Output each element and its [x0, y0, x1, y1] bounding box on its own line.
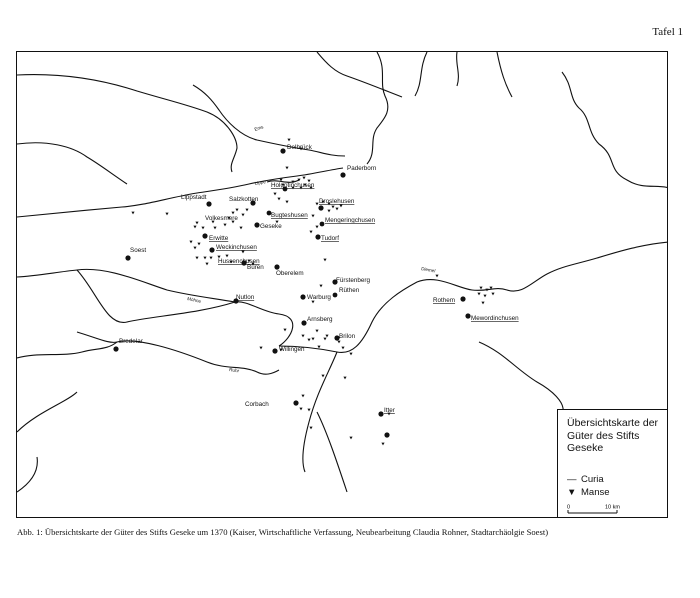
manse-marker	[309, 231, 312, 234]
scale-end-label: 10 km	[605, 504, 620, 511]
manse-marker	[193, 226, 196, 229]
manse-marker	[315, 226, 318, 229]
place-label-holgotinchusen: Holgotinchusen	[271, 182, 315, 189]
manse-marker	[309, 427, 312, 430]
place-label-corbach: Corbach	[245, 401, 269, 408]
legend-manse-row	[567, 487, 610, 498]
river-label-lippe: Lippe	[254, 179, 267, 186]
manse-marker	[241, 251, 244, 254]
curia-symbol-icon: —	[567, 474, 577, 485]
manse-marker	[193, 247, 196, 250]
manse-marker	[349, 353, 352, 356]
manse-marker	[323, 259, 326, 262]
place-label-bugteshusen: Bugteshusen	[271, 212, 308, 219]
manse-marker	[239, 227, 242, 230]
scale-bar	[567, 503, 627, 517]
manse-marker	[299, 408, 302, 411]
manse-marker	[435, 275, 438, 278]
manse-marker	[302, 177, 305, 180]
manse-marker	[317, 346, 320, 349]
place-label-oberelem: Oberelem	[276, 270, 304, 277]
place-label-geseke: Geseke	[260, 223, 282, 230]
place-label-willingen: Willingen	[279, 346, 305, 353]
manse-marker	[483, 295, 486, 298]
manse-marker	[331, 206, 334, 209]
scale-start-label: 0	[567, 504, 571, 511]
legend-curia-label: Curia	[581, 474, 604, 485]
manse-marker	[479, 287, 482, 290]
page-label: Tafel 1	[652, 26, 683, 38]
manse-marker	[285, 201, 288, 204]
figure-caption: Abb. 1: Übersichtskarte der Güter des Stifts Geseke um 1370 (Kaiser, Wirtschaftliche Verfassung, Neubearbeitung Claudia Rohner, Stadtarchäolgie Soest)	[17, 527, 549, 537]
manse-marker	[301, 335, 304, 338]
manse-marker	[273, 193, 276, 196]
place-label-salzkotten: Salzkotten	[229, 196, 259, 203]
manse-marker	[311, 338, 314, 341]
manse-marker	[285, 167, 288, 170]
manse-marker	[325, 335, 328, 338]
manse-marker	[301, 395, 304, 398]
manse-marker	[311, 301, 314, 304]
manse-marker	[319, 285, 322, 288]
manse-marker	[245, 209, 248, 212]
manse-marker	[327, 210, 330, 213]
legend-curia-row	[567, 474, 604, 485]
manse-marker	[197, 243, 200, 246]
manse-marker	[223, 224, 226, 227]
place-label-lippstadt: Lippstadt	[181, 194, 207, 201]
manse-marker	[337, 341, 340, 344]
place-label-f-rstenberg: Fürstenberg	[336, 277, 370, 284]
manse-marker	[209, 257, 212, 260]
place-labels	[119, 144, 519, 414]
place-label-nutlon: Nutlon	[236, 294, 255, 301]
map-frame	[16, 51, 668, 518]
map-legend	[557, 409, 668, 518]
place-label-volkesmere: Volkesmere	[205, 215, 238, 222]
manse-marker	[225, 255, 228, 258]
manse-marker	[201, 227, 204, 230]
place-label-warburg: Warburg	[307, 294, 331, 301]
manse-marker	[315, 330, 318, 333]
manse-marker	[195, 257, 198, 260]
manse-marker	[283, 329, 286, 332]
place-label-hussenchusen: Hussenchusen	[218, 258, 260, 265]
place-label-rothem: Rothem	[433, 297, 456, 304]
manse-marker	[287, 139, 290, 142]
place-label-itter: Itter	[384, 407, 395, 414]
manse-marker	[349, 437, 352, 440]
manse-marker	[259, 347, 262, 350]
manse-marker	[235, 209, 238, 212]
manse-marker	[343, 377, 346, 380]
manse-marker	[213, 227, 216, 230]
manse-marker	[205, 263, 208, 266]
manse-marker	[195, 222, 198, 225]
manse-marker	[311, 215, 314, 218]
river-label-ems: Ems	[253, 124, 265, 132]
manse-marker	[381, 443, 384, 446]
river-label-ruhr: Ruhr	[228, 367, 240, 374]
manse-marker	[231, 212, 234, 215]
manse-triangle-icon: ▼	[567, 487, 577, 498]
manse-marker	[165, 213, 168, 216]
place-label-mengeringchusen: Mengeringchusen	[325, 217, 376, 224]
manse-marker	[335, 208, 338, 211]
river-label-moehne: Möhne	[186, 296, 202, 304]
manse-marker	[481, 302, 484, 305]
curia-markers	[113, 148, 470, 437]
manse-marker	[307, 409, 310, 412]
place-label-paderborn: Paderborn	[347, 165, 377, 172]
manse-marker	[203, 257, 206, 260]
manse-marker	[189, 241, 192, 244]
place-label-bredelar: Bredelar	[119, 338, 143, 345]
manse-marker	[323, 338, 326, 341]
manse-marker	[131, 212, 134, 215]
place-label-soest: Soest	[130, 247, 147, 254]
manse-marker	[491, 293, 494, 296]
place-label-droslehusen: Droslehusen	[319, 198, 355, 205]
place-label-b-ren: Büren	[247, 264, 264, 271]
legend-manse-label: Manse	[581, 487, 610, 498]
place-label-brilon: Brilon	[339, 333, 356, 340]
river-label-diemel: Diemel	[420, 266, 436, 274]
place-label-weckinchusen: Weckinchusen	[216, 244, 257, 251]
place-label-mewordinchusen: Mewordinchusen	[471, 315, 519, 322]
manse-marker	[307, 339, 310, 342]
place-label-erwitte: Erwitte	[209, 235, 229, 242]
manse-marker	[339, 205, 342, 208]
manse-marker	[321, 375, 324, 378]
manse-marker	[477, 293, 480, 296]
place-label-r-then: Rüthen	[339, 287, 360, 294]
place-label-tudorf: Tudorf	[321, 235, 339, 242]
manse-marker	[277, 198, 280, 201]
manse-marker	[241, 214, 244, 217]
place-label-arnsberg: Arnsberg	[307, 316, 333, 323]
manse-marker	[341, 347, 344, 350]
place-label-delbr-ck: Delbrück	[287, 144, 312, 151]
legend-title: Übersichtskarte der Güter des Stifts Geseke	[567, 417, 659, 454]
